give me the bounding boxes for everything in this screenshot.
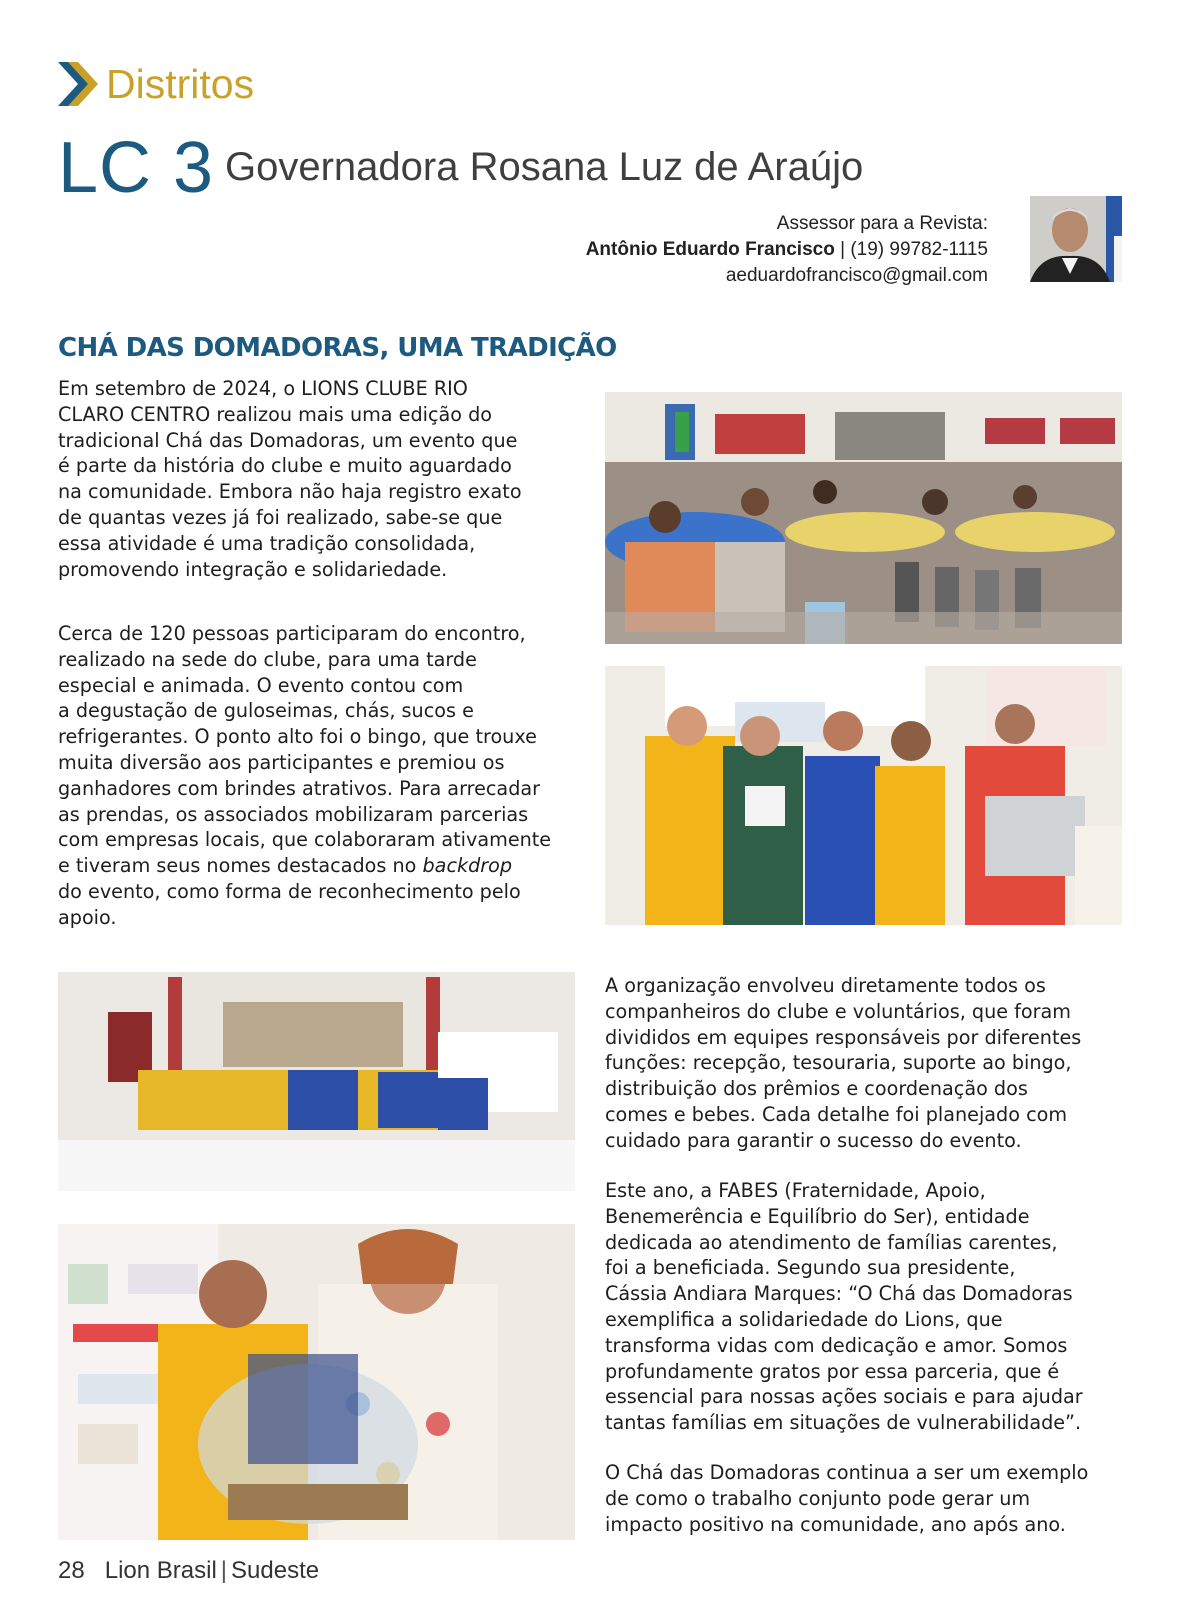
paragraph-1: Em setembro de 2024, o LIONS CLUBE RIO CLARO CENTRO realizou mais uma edição do tradicional Chá das Domadoras, um evento que é parte da história do clube e muito aguardado na comunidade. Embora não haja registro exato de quantas vezes já foi realizado, sabe-se que essa atividade é uma tradição consolidada, promovendo integração e solidariedade. [58,377,522,581]
photo-winners-group [605,666,1122,925]
advisor-role: Assessor para a Revista: [776,213,988,234]
governor-name: Governadora Rosana Luz de Araújo [225,145,864,189]
advisor-name: Antônio Eduardo Francisco [585,239,835,260]
section-chevron-icon [58,62,98,106]
magazine-name: Lion Brasil [104,1557,217,1584]
page-number: 28 [58,1557,85,1584]
paragraph-4: Este ano, a FABES (Fraternidade, Apoio, Benemerência e Equilíbrio do Ser), entidade dedicada ao atendimento de famílias carentes, foi a beneficiada. Segundo sua presidente, Cássia Andiara Marques: “O Chá das Domadoras exemplifica a solidariedade do Lions, que transforma vidas com dedicação e amor. Somos profundamente gratos por essa parceria, que é essencial para nossas ações sociais e para ajudar tantas famílias em situações de vulnerabilidade”. [605,1179,1083,1435]
district-code: LC 3 [58,128,215,208]
advisor-portrait [1030,196,1122,282]
article-headline: CHÁ DAS DOMADORAS, UMA TRADIÇÃO [58,333,617,363]
paragraph-5: O Chá das Domadoras continua a ser um exemplo de como o trabalho conjunto pode gerar um impacto positivo na comunidade, ano após ano. [605,1461,1089,1536]
photo-event-hall [605,392,1122,644]
paragraph-2-start: Cerca de 120 pessoas participaram do encontro, realizado na sede do clube, para uma tarde especial e animada. O evento contou com a degustação de guloseimas, chás, sucos e refrigerantes. O ponto alto foi o bingo, que trouxe muita diversão aos participantes e premiou os ganhadores com brindes atrativos. Para arrecadar as prendas, os associados mobilizaram parcerias com empresas locais, que colaboraram ativamente e tiveram seus nomes destacados no [58,622,552,878]
advisor-block [586,211,988,289]
paragraph-2-end: do evento, como forma de reconhecimento pelo apoio. [58,879,521,929]
paragraph-2 [58,621,588,931]
advisor-email: aeduardofrancisco@gmail.com [725,265,988,286]
paragraph-2-italic: backdrop [422,854,513,878]
advisor-phone: | (19) 99782-1115 [840,239,988,260]
footer-separator: | [220,1557,228,1584]
paragraph-3: A organização envolveu diretamente todos os companheiros do clube e voluntários, que foram divididos em equipes responsáveis por diferentes funções: recepção, tesouraria, suporte ao bingo, distribuição dos prêmios e coordenação dos comes e bebes. Cada detalhe foi planejado com cuidado para garantir o sucesso do evento. [605,974,1082,1152]
magazine-region: Sudeste [231,1557,320,1584]
advisor-contact-line [586,237,988,263]
page-footer [58,1556,319,1586]
section-label: Distritos [106,61,255,107]
photo-donation-basket [58,1224,575,1540]
photo-volunteers-group [58,972,575,1191]
